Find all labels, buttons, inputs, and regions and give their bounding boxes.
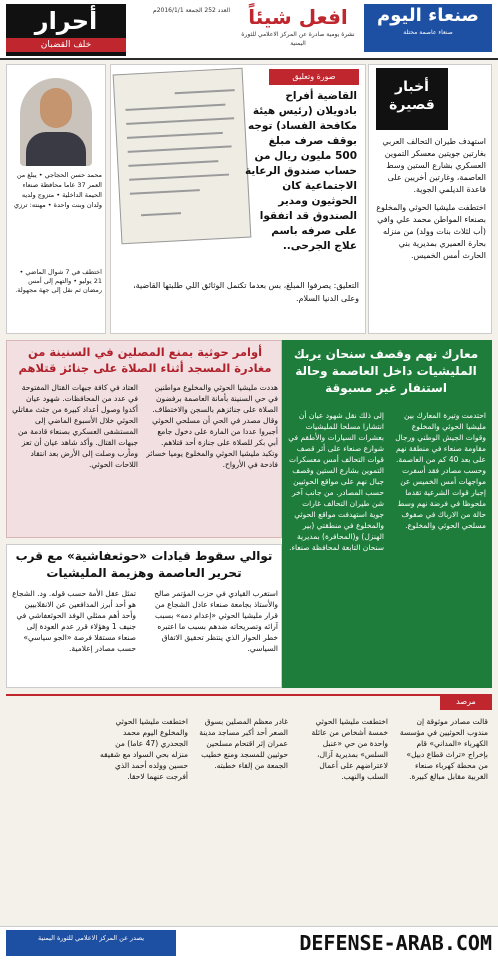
- suit-shape: [26, 132, 86, 166]
- short-news-item: اختطفت مليشيا الحوثي والمخلوع بصنعاء المواطن محمد علي وافي (أب لثلاث بنات وولد) من منزله بحارة العميري بمديرية بني الحارث أمس الخميس.: [376, 203, 486, 260]
- nehm-article-headline: معارك نهم وقصف سنحان يربك المليشيات داخل العاصمة وحالة استنفار غير مسبوقة: [293, 347, 479, 395]
- secondary-logo: [238, 4, 358, 52]
- leaders-article-column: استغرب القيادي في حزب المؤتمر صالح والأستاذ بجامعة صنعاء عادل الشجاع من قرار مليشيا الحوثي «إعدام دمه» بسبب آرائه وتصريحاته ضدهم بسبب ما اعتبره خطر الحوار الذي ينتظر تحقيق الاتفاق السياسي.: [154, 589, 278, 653]
- issue-info: العدد 252 الجمعة 2016/1/1م: [152, 7, 230, 14]
- observer-item: اختطفت مليشيا الحوثي خمسة أشخاص من عائلة واحدة من حي «عنبل السلس» بمديرية آزال، لاعتراضهم على أعمال السلب والنهب.: [311, 717, 388, 781]
- leaders-article-column: تمثل عقل الأمة حسب قوله. ود. الشجاع هو أحد أبرز المدافعين عن الانقلابيين وأحد أهم ممثلي الوفد الحوثعفاشي في جنيف 1 وهؤلاء قرر عدم العودة إلى صنعاء مستقلا فرصة «الجو سياسي» حسب مصادر إعلامية.: [12, 589, 136, 653]
- mosque-article-column: العتاد في كافة جبهات القتال المفتوحة في عدد من المحافظات. شهود عيان أكدوا وصول أعداد كبيرة من جثث مقاتلي الحوثي خلال الأسبوع الماضي إلى المستشفى العسكري بصنعاء قادمة من جبهات القتال. وأكد شاهد عيان أن تعز ومأرب وصلت إلى الأرض بعد انتقاد اللاحات الحوثي.: [12, 383, 138, 469]
- masthead-subtitle: صنعاء عاصمة محتلة: [403, 29, 453, 36]
- observer-tag: مرصد: [440, 694, 492, 710]
- section-tag: صورة وتعليق: [269, 69, 359, 85]
- nehm-article-column: احتدمت وتيرة المعارك بين مليشيا الحوثي والمخلوع وقوات الجيش الوطني ورجال مقاومة صنعاء في منطقة نهم على بعد 40 كم من العاصمة. وحسب مصادر فقد أسفرت مواجهات أمس الخميس عن إجبار قوات الشرعية تقدما ملحوظا في فرضة نهم وسط حالة من الارباك في صفوف مسلحي الحوثي والمخلوع.: [395, 411, 486, 530]
- photo-comment-caption: التعليق: يصرفوا المبلغ، بس بعدما تكتمل الوثائق اللي طلبتها القاضية، وعلى الدنيا السلام.: [133, 281, 359, 303]
- short-news-item: استهدف طيران التحالف العربي بغارتين جويتين معسكر التموين العسكري بشارع الستين وسط العاصمة، وغارتين أخريين على قاعدة الديلمي الجوية.: [382, 137, 486, 194]
- observer-item: قالت مصادر موثوقة إن مندوب الحوثيين في مؤسسة الكهرباء «المداني» قام بإخراج «تراث قطاع دبيل» من محطة كهرباء صنعاء الغربية مقابل مبالغ كبيرة.: [399, 717, 488, 781]
- detainee-bio: محمد حسن الحجاجي • يبلغ من العمر 37 عاما محافظة صنعاء الحيمة الداخلية • متزوج ولديه ولدان وبنت واحدة • مهنته: ترزي: [13, 171, 102, 209]
- short-news-tag: أخبار قصيرة: [376, 68, 448, 130]
- document-image: [113, 68, 252, 245]
- footer-contact: يصدر عن المركز الاعلامي للثورة اليمنية: [6, 930, 176, 956]
- secondary-logo-subtitle: نشرة يومية صادرة عن المركز الاعلامي للثورة اليمنية: [241, 31, 355, 47]
- leaders-article-headline: توالي سقوط قيادات «حوثعفاشية» مع قرب تحرير العاصمة وهزيمة المليشيات: [15, 549, 273, 580]
- short-news-list: [374, 136, 486, 268]
- observer-divider: [6, 694, 492, 716]
- masthead-title: صنعاء اليوم: [377, 5, 479, 26]
- prisoners-badge-subtitle: خلف القضبان: [6, 38, 126, 52]
- face-shape: [40, 88, 72, 128]
- observer-item: اختطفت مليشيا الحوثي والمخلوع اليوم محمد الجحدري (47 عاما) من منزله بحي السواد مع شقيقه حسين وولده أحمد الذي أفرجت عنهما لاحقا.: [100, 717, 188, 781]
- site-watermark: DEFENSE-ARAB.COM: [299, 931, 492, 955]
- mosque-article-column: هددت مليشيا الحوثي والمخلوع مواطنين في حي السنينة بأمانة العاصمة برفضون الصلاة على جنائزهم بالسجن والاختطاف. وقال مصدر في الحي أن مسلحي الحوثي أجبروا عددا من المارة على دخول جامع أبي بكر للصلاة على جنازة أحد قتلاهم. وتكبد مليشيا الحوثي والمخلوع يوميا خسائر فادحة في الأرواح.: [146, 383, 278, 469]
- prisoners-badge-title: أحرار: [34, 7, 98, 35]
- masthead-logo: [364, 4, 492, 52]
- secondary-logo-title: افعل شيئاً: [248, 5, 348, 29]
- observer-item: غادر معظم المصلين بسوق الصعر أحد أكبر مساجد مدينة عمران إثر اقتحام مسلحين حوثيين للمسجد ومنع خطيب الجمعة من إلقاء خطبته.: [199, 717, 288, 770]
- prisoners-badge: [6, 4, 126, 56]
- detainee-quote: اختطف في 7 شوال الماضي • 21 يوليو • والتهم إلى أمس رمضان ثم نقل إلى جهة مجهولة.: [15, 268, 102, 294]
- detainee-photo: [20, 78, 92, 166]
- photo-comment-body: القاضية أفراح بادويلان (رئيس هيئة مكافحة الفساد) توجه بوقف صرف مبلغ 500 مليون ريال من حساب صندوق الرعاية الاجتماعية كان الحوثيون ومدير الصندوق قد اتفقوا على صرفه باسم علاج الجرحى..: [245, 90, 357, 252]
- photo-comment-section: [110, 64, 366, 334]
- nehm-article-column: إلى ذلك نقل شهود عيان أن انتشارا مسلحا للمليشيات بعشرات السيارات والأطقم في شوارع صنعاء على أثر قصف قوات التحالف أمس معسكرات التموين بشارع الستين وقصف جبال نهم على مواقع الحوثيين حسب المصادر. من جانب آخر شن طيران التحالف غارات جوية استهدفت مواقع الحوثي والمخلوع في منطقتي (بير الهنزل) و(المحافرة) بمديرية سنحان التابعة لمحافظة صنعاء.: [288, 411, 384, 552]
- mosque-article-headline: أوامر حوثية بمنع المصلين في السنينة من مغادرة المسجد أثناء الصلاة على جنائز قتلاهم: [18, 345, 272, 375]
